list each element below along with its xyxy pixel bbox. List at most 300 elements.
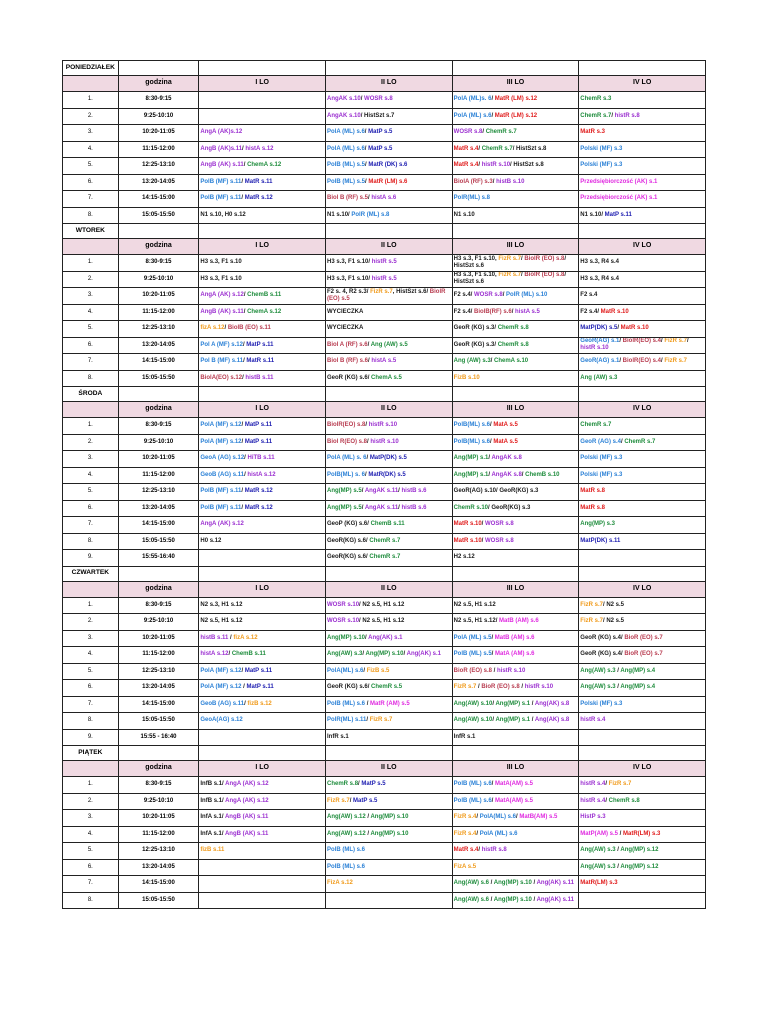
lesson-segment: GeoR(KG) s.3 [499,488,539,495]
lesson-segment: ChemR s.7 [580,422,612,429]
lesson-row [63,696,706,713]
lesson-row [63,777,706,794]
lesson-segment: PolB (ML) s.5 [327,178,366,185]
lesson-segment: N1 s.10 [453,211,475,218]
lesson-cell [199,207,326,224]
lesson-segment: ChemR s.7 [624,438,656,445]
lesson-cell [579,550,706,567]
lesson-cell [452,843,579,860]
day-row [63,566,706,581]
lesson-segment: PolA (MF) s.12 [200,667,242,674]
lesson-cell [452,484,579,501]
lesson-segment: / [492,667,498,674]
lesson-segment: InfR s.1 [453,733,476,740]
lesson-cell [579,174,706,191]
lesson-segment: / [358,781,362,788]
lesson-time: 15:05-15:50 [118,370,199,387]
godzina-header: godzina [118,761,199,777]
lesson-segment: MatR s.12 [244,504,273,511]
lesson-cell [452,271,579,288]
lesson-segment: Ang(MP) s.4 [620,667,656,674]
lesson-number: 5. [63,484,119,501]
class-header: II LO [326,402,453,418]
day-row [63,224,706,239]
lesson-segment: / [241,488,245,495]
lesson-segment: BiolR(EO) s.4 [622,338,661,345]
lesson-cell [579,304,706,321]
lesson-row [63,614,706,631]
lesson-segment: WOSR s.8 [485,521,514,528]
lesson-segment: Biol R(EO) s.8 [327,438,368,445]
lesson-cell [452,191,579,208]
lesson-cell [326,92,453,109]
lesson-cell [326,680,453,697]
lesson-cell [452,92,579,109]
empty-cell [452,746,579,761]
lesson-cell [452,859,579,876]
lesson-cell [326,337,453,354]
lesson-segment: / [615,667,621,674]
lesson-time: 15:05-15:50 [118,533,199,550]
lesson-segment: PolB (ML) s.6 [327,700,366,707]
lesson-segment: / [361,488,365,495]
lesson-segment: / [398,488,402,495]
lesson-cell [199,191,326,208]
lesson-segment: InfA s.1 [200,814,222,821]
lesson-time: 15:55-16:40 [118,550,199,567]
lesson-segment: histR s.4 [580,781,606,788]
lesson-segment: Przedsiębiorczość (AK) s.1 [580,195,658,202]
lesson-cell [199,354,326,371]
lesson-segment: / [244,455,248,462]
lesson-row [63,647,706,664]
lesson-segment: / [489,896,494,903]
lesson-cell [452,354,579,371]
lesson-number: 1. [63,777,119,794]
lesson-segment: Ang(MP) s.3 [580,521,615,528]
lesson-segment: MatR s.10 [453,537,482,544]
lesson-segment: histB s.10 [496,178,525,185]
lesson-segment: MatA s.5 [493,438,518,445]
lesson-cell [579,517,706,534]
lesson-number: 4. [63,647,119,664]
lesson-row [63,713,706,730]
lesson-segment: / [222,781,226,788]
lesson-cell [452,158,579,175]
empty-cell [118,61,199,76]
lesson-segment: FizR s.7 [498,255,522,262]
lesson-cell [452,614,579,631]
lesson-row [63,354,706,371]
lesson-segment: Ang(AW) s.12 [327,814,366,821]
lesson-segment: / [241,684,247,691]
lesson-cell [326,125,453,142]
lesson-segment: / [531,896,537,903]
lesson-segment: / [495,618,500,625]
lesson-segment: FizR s.7 [327,797,350,804]
lesson-cell [199,517,326,534]
lesson-segment: GeoA(AG) s.12 [200,717,243,724]
lesson-cell [326,484,453,501]
lesson-number: 9. [63,729,119,746]
lesson-segment: histA s.5 [515,308,540,315]
lesson-segment: F2 s.4 [453,308,471,315]
lesson-time: 14:15-15:00 [118,191,199,208]
empty-cell [579,566,706,581]
lesson-segment: / [222,797,226,804]
lesson-segment: MatP s.5 [368,145,393,152]
lesson-segment: / [244,700,248,707]
lesson-segment: N1 s.10 [580,211,602,218]
lesson-cell [452,141,579,158]
lesson-segment: Ang(MP) s.10 [327,634,366,641]
lesson-segment: Polski (MF) s.3 [580,700,623,707]
lesson-time: 12:25-13:10 [118,321,199,338]
lesson-number: 3. [63,451,119,468]
lesson-number: 4. [63,304,119,321]
lesson-segment: / [617,830,623,837]
lesson-segment: H3 s.3, F1 s.10 [327,259,369,266]
lesson-segment: FizR s.7 [664,338,688,345]
lesson-segment: ChemA s.10 [494,358,529,365]
lesson-cell [199,680,326,697]
lesson-segment: BioR (EO) s.7 [624,634,663,641]
lesson-segment: / [617,325,621,332]
lesson-cell [452,876,579,893]
lesson-cell [326,500,453,517]
lesson-time: 12:25-13:10 [118,484,199,501]
lesson-segment: / [365,634,369,641]
lesson-segment: Ang(MP) s.4 [620,684,656,691]
lesson-cell [326,304,453,321]
lesson-segment: ChemR s.8 [327,781,359,788]
lesson-cell [199,418,326,435]
lesson-segment: MatR s.4 [453,145,479,152]
lesson-time: 15:05-15:50 [118,892,199,909]
lesson-segment: / [426,288,430,295]
lesson-time: 13:20-14:05 [118,859,199,876]
lesson-cell [326,370,453,387]
lesson-time: 10:20-11:05 [118,288,199,305]
lesson-segment: / [605,781,609,788]
lesson-segment: Ang(MP) s.10 [365,651,404,658]
lesson-segment: histR s.5 [371,275,397,282]
lesson-segment: PolA (MF) s.12 [200,422,242,429]
lesson-number: 6. [63,500,119,517]
lesson-segment: FizB s.5 [366,667,390,674]
lesson-segment: ChemR s.8 [497,325,529,332]
lesson-segment: / [365,700,371,707]
lesson-cell [579,777,706,794]
lesson-cell [579,191,706,208]
lesson-cell [452,550,579,567]
lesson-segment: ChemR s.7 [481,145,513,152]
lesson-row [63,680,706,697]
empty-cell [63,761,119,777]
lesson-segment: / [368,259,372,266]
lesson-cell [326,158,453,175]
lesson-segment: Ang(AK) s.8 [534,717,570,724]
lesson-segment: Ang(AW) s.3 [580,667,616,674]
lesson-cell [579,484,706,501]
lesson-cell [199,550,326,567]
lesson-cell [579,370,706,387]
lesson-segment: / [615,684,621,691]
lesson-segment: BioR (EO) s.8 [453,667,492,674]
lesson-segment: / [365,422,369,429]
lesson-segment: Ang (AW) s.3 [580,374,618,381]
lesson-number: 1. [63,255,119,272]
lesson-cell [326,630,453,647]
lesson-segment: FizR s.7 [664,358,688,365]
lesson-segment: Ang (AW) s.3 [453,358,491,365]
lesson-cell [326,271,453,288]
lesson-number: 3. [63,810,119,827]
day-row [63,61,706,76]
lesson-segment: BiolA (RF) s.3 [453,178,493,185]
lesson-segment: / [511,308,516,315]
lesson-segment: / [366,717,370,724]
lesson-cell [199,647,326,664]
lesson-cell [199,125,326,142]
lesson-cell [452,777,579,794]
lesson-cell [326,810,453,827]
lesson-segment: Ang(AW) s.6 [453,880,489,887]
lesson-segment: AngAK s.10 [327,96,361,103]
lesson-segment: / [530,717,535,724]
class-header: I LO [199,581,326,597]
lesson-segment: GeoR(AG) s.10 [453,488,496,495]
lesson-segment: PolA (ML) s.6 [453,112,492,119]
lesson-number: 5. [63,158,119,175]
lesson-segment: / [367,341,371,348]
lesson-cell [326,434,453,451]
lesson-segment: Polski (MF) s.3 [580,455,623,462]
lesson-cell [326,713,453,730]
lesson-segment: AngAK s.8 [491,455,522,462]
empty-cell [326,746,453,761]
class-header: IV LO [579,761,706,777]
empty-cell [452,566,579,581]
lesson-segment: histR s.10 [368,422,398,429]
lesson-segment: Biol A (RF) s.6 [327,341,368,348]
lesson-time: 8:30-9:15 [118,777,199,794]
lesson-segment: Biol B (RF) s.6 [327,358,369,365]
lesson-segment: / [615,863,621,870]
lesson-segment: MatR s.12 [244,195,273,202]
empty-cell [199,746,326,761]
lesson-segment: / [615,847,621,854]
lesson-segment: / [241,438,245,445]
lesson-cell [452,630,579,647]
lesson-segment: / [491,651,496,658]
lesson-segment: H3 s.3, F1 s.10 [200,275,242,282]
lesson-time: 8:30-9:15 [118,418,199,435]
lesson-cell [452,108,579,125]
lesson-segment: FizR s.4 [453,814,477,821]
lesson-cell [199,271,326,288]
lesson-segment: / [365,830,371,837]
lesson-cell [326,696,453,713]
lesson-segment: Ang(AK) s.11 [536,896,574,903]
lesson-segment: AngAK s.11 [364,488,399,495]
lesson-segment: BiolA(EO) s.12 [200,374,243,381]
lesson-cell [452,663,579,680]
lesson-segment: MatP s.5 [353,797,378,804]
lesson-segment: MatP s.5 [368,129,393,136]
lesson-segment: histR s.10 [481,162,511,169]
lesson-cell [579,288,706,305]
lesson-segment: N2 s.3, H1 s.12 [200,601,243,608]
lesson-segment: WYCIECZKA [327,325,364,332]
lesson-segment: MatP s.5 [361,781,386,788]
lesson-segment: N1 s.10, H0 s.12 [200,211,246,218]
lesson-segment: MatB (AM) s.6 [494,634,535,641]
lesson-segment: H3 s.3, F1 s.10, [453,272,499,279]
lesson-row [63,288,706,305]
lesson-time: 14:15-15:00 [118,517,199,534]
lesson-segment: / [619,338,623,345]
lesson-segment: AngAK s.11 [364,504,399,511]
lesson-number: 5. [63,843,119,860]
lesson-time: 15:55 - 16:40 [118,729,199,746]
lesson-segment: MatA(AM) s.5 [495,781,534,788]
lesson-segment: Ang(AW) s.10 [453,717,493,724]
lesson-segment: Ang(AW) s.12 [327,830,366,837]
lesson-segment: FizR s.7 [498,272,522,279]
empty-cell [63,581,119,597]
lesson-segment: / [490,438,494,445]
lesson-segment: ChemB s.11 [370,521,405,528]
lesson-cell [452,696,579,713]
lesson-segment: / [221,830,225,837]
lesson-segment: MatR s.11 [244,178,273,185]
lesson-segment: fizB s.11 [200,847,225,854]
lesson-cell [452,321,579,338]
class-header: IV LO [579,402,706,418]
godzina-header: godzina [118,239,199,255]
lesson-segment: FizB s.10 [453,374,480,381]
lesson-segment: Ang(AK) s.11 [536,880,574,887]
lesson-segment: GeoR (KG) s.6 [327,684,368,691]
lesson-segment: MatP s.11 [244,422,273,429]
lesson-segment: / [481,521,486,528]
lesson-number: 7. [63,517,119,534]
header-row [63,76,706,92]
lesson-number: 4. [63,141,119,158]
lesson-cell [326,321,453,338]
lesson-segment: / [502,292,507,299]
empty-cell [452,387,579,402]
lesson-time: 9:25-10:10 [118,793,199,810]
lesson-row [63,892,706,909]
lesson-segment: / [478,145,482,152]
lesson-segment: / HistSzt s.6 [453,255,567,269]
lesson-segment: MatR s.12 [244,488,273,495]
lesson-row [63,793,706,810]
lesson-segment: / [365,471,369,478]
lesson-segment: N2 s.5, H1 s.12 [453,601,496,608]
lesson-segment: WYCIECZKA [327,308,364,315]
lesson-segment: Ang(AW) s.3 [580,684,616,691]
lesson-segment: MatB(AM) s.5 [519,814,558,821]
lesson-segment: / [243,292,248,299]
lesson-segment: AngA (AK) s.12 [200,292,244,299]
lesson-cell [452,517,579,534]
lesson-row [63,370,706,387]
lesson-segment: MatR (LM) s.6 [368,178,408,185]
lesson-segment: Pol B (MF) s.11 [200,358,244,365]
lesson-segment: / HistSzt s.7 [360,112,395,119]
lesson-cell [579,467,706,484]
lesson-number: 6. [63,859,119,876]
lesson-segment: H3 s.3, R4 s.4 [580,275,619,282]
lesson-segment: GeoA (AG) s.12 [200,455,245,462]
lesson-number: 2. [63,271,119,288]
lesson-number: 6. [63,680,119,697]
lesson-cell [579,418,706,435]
lesson-row [63,500,706,517]
lesson-row [63,304,706,321]
lesson-segment: BioR (EO) s.7 [624,651,663,658]
lesson-segment: GeoP (KG) s.6 [327,521,368,528]
lesson-segment: histR s.4 [580,717,606,724]
class-header: III LO [452,581,579,597]
lesson-number: 5. [63,321,119,338]
lesson-cell [579,696,706,713]
lesson-segment: BiolR (EO) s.5 [327,288,446,302]
lesson-number: 2. [63,434,119,451]
empty-cell [579,387,706,402]
lesson-segment: Ang(MP) s.5 [327,504,362,511]
lesson-segment: PolB(ML) s.6 [453,422,490,429]
lesson-segment: ChemA s.5 [371,374,402,381]
lesson-segment: PolB (ML) s.6 [327,863,366,870]
lesson-row [63,191,706,208]
lesson-time: 13:20-14:05 [118,337,199,354]
lesson-segment: / [360,96,365,103]
empty-cell [579,224,706,239]
lesson-segment: GeoR(KG) s.6 [327,554,367,561]
timetable-body [63,61,706,909]
lesson-segment: histA s.6 [371,195,397,202]
lesson-cell [199,630,326,647]
lesson-segment: / [367,684,372,691]
lesson-segment: / [488,471,492,478]
lesson-segment: MatR s.10 [600,308,629,315]
lesson-segment: / [362,651,366,658]
lesson-segment: MatP(AM) s.5 [580,830,618,837]
lesson-cell [579,500,706,517]
lesson-segment: / [366,288,371,295]
lesson-row [63,810,706,827]
lesson-segment: / [521,471,526,478]
lesson-time: 11:15-12:00 [118,467,199,484]
lesson-cell [326,597,453,614]
lesson-cell [452,810,579,827]
lesson-row [63,550,706,567]
lesson-number: 9. [63,550,119,567]
lesson-segment: PolA(ML) s.6 [479,814,517,821]
class-header: IV LO [579,239,706,255]
lesson-cell [452,337,579,354]
lesson-cell [199,141,326,158]
lesson-segment: / [365,162,369,169]
lesson-segment: Ang(AW) s.3 [327,651,363,658]
lesson-segment: Ang(MP) s.5 [327,488,362,495]
lesson-segment: ChemR s.3 [580,96,612,103]
lesson-segment: histB s.6 [401,504,427,511]
